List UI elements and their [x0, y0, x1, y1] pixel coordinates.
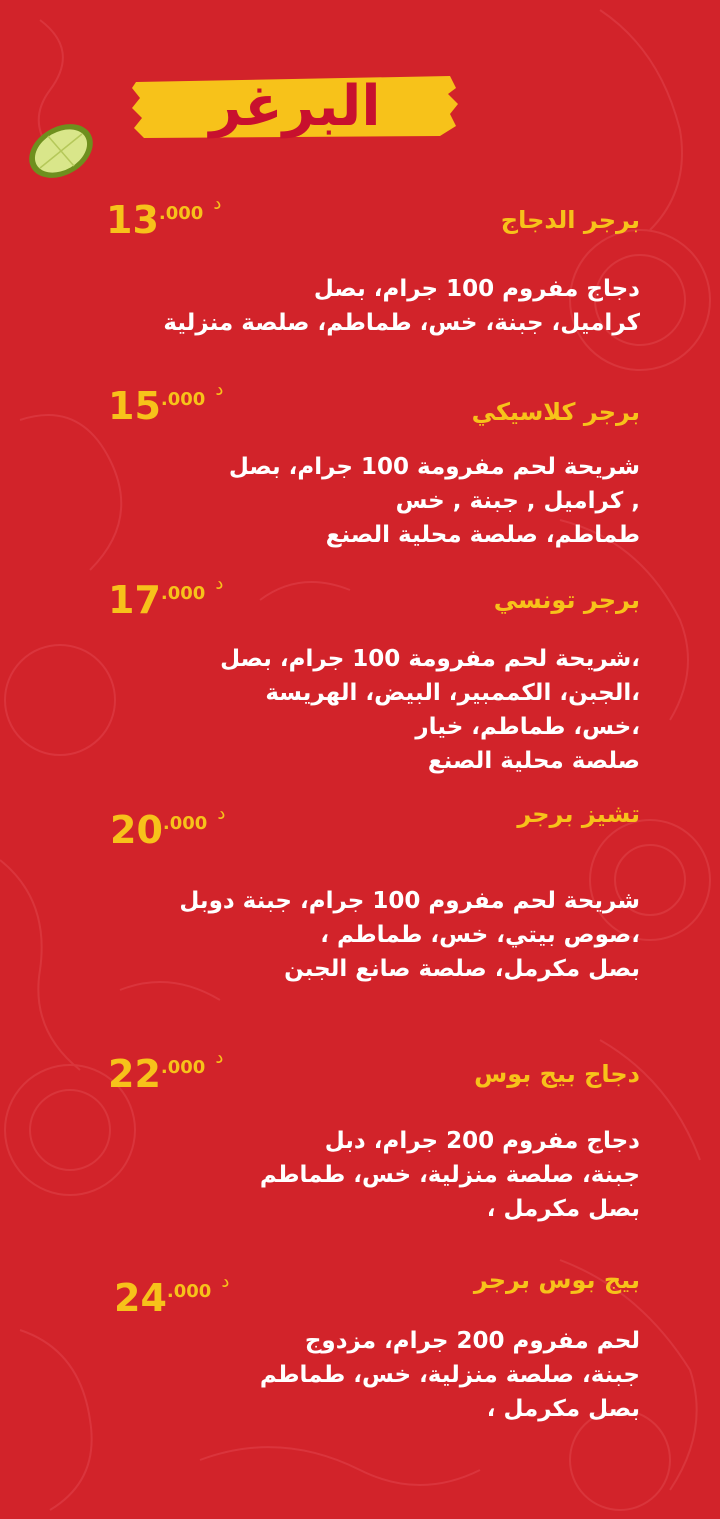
item-price: 13.000 د: [106, 193, 222, 242]
item-description: لحم مفروم 200 جرام، مزدوج جبنة، صلصة منزلية، خس، طماطم بصل مكرمل ،: [259, 1328, 640, 1422]
item-description: دجاج مفروم 200 جرام، دبل جبنة، صلصة منزلية، خس، طماطم بصل مكرمل ،: [259, 1128, 640, 1222]
item-name: برجر تونسي: [493, 586, 640, 614]
item-name: تشيز برجر: [517, 800, 640, 828]
item-price: 17.000 د: [108, 573, 224, 622]
item-name: برجر الدجاج: [500, 206, 640, 234]
item-price: 20.000 د: [110, 803, 226, 852]
page-title: البرغر: [209, 73, 381, 139]
item-description: ،شريحة لحم مفرومة 100 جرام، بصل ،الجبن، الكممبير، البيض، الهريسة ،خس، طماطم، خيار صلصة محلية الصنع: [220, 646, 640, 774]
item-description: شريحة لحم مفرومة 100 جرام، بصل , كراميل , جبنة , خس طماطم، صلصة محلية الصنع: [228, 454, 640, 548]
item-description: دجاج مفروم 100 جرام، بصل كراميل، جبنة، خس، طماطم، صلصة منزلية: [163, 276, 640, 336]
item-name: برجر كلاسيكي: [471, 398, 640, 426]
item-price: 15.000 د: [108, 379, 224, 428]
item-price: 22.000 د: [108, 1047, 224, 1096]
item-name: بيج بوس برجر: [473, 1266, 640, 1294]
item-price: 24.000 د: [114, 1271, 230, 1320]
lime-icon: [22, 120, 100, 182]
menu-title-banner: [130, 66, 460, 146]
item-description: شريحة لحم مفروم 100 جرام، جبنة دوبل ،صوص بيتي، خس، طماطم ، بصل مكرمل، صلصة صانع الجبن: [179, 888, 640, 982]
item-name: دجاج بيج بوس: [474, 1060, 640, 1088]
